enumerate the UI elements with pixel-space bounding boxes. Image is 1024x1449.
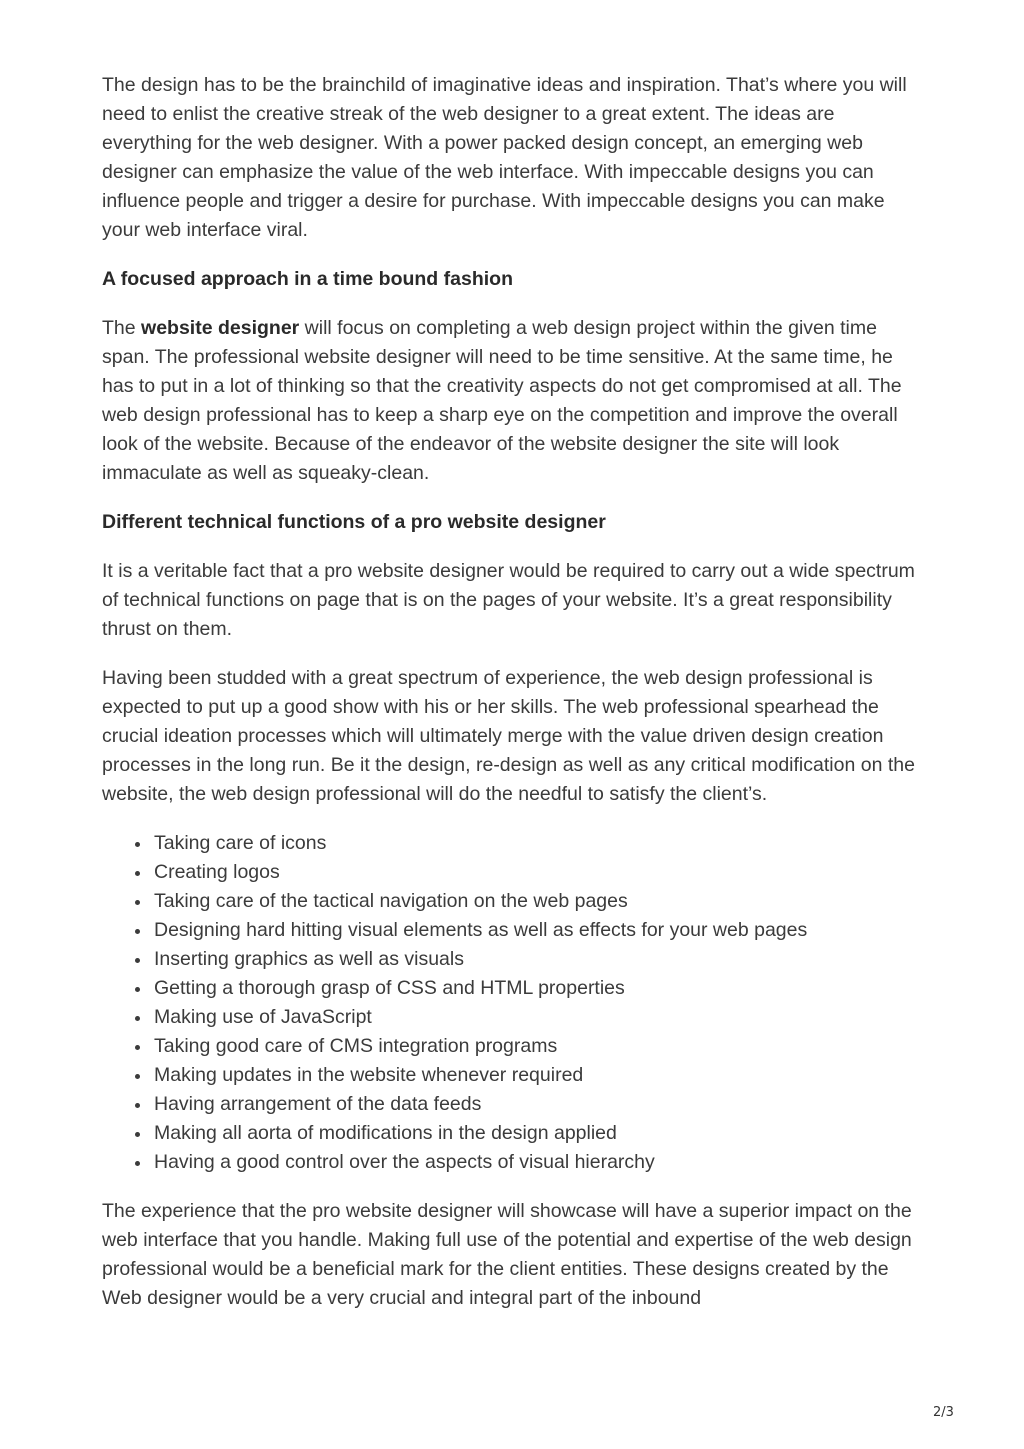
list-item: Making use of JavaScript [154,1003,924,1032]
list-item: Having arrangement of the data feeds [154,1090,924,1119]
list-item: Taking care of icons [154,829,924,858]
list-item: Getting a thorough grasp of CSS and HTML properties [154,974,924,1003]
document-body [102,71,924,1333]
list-item: Inserting graphics as well as visuals [154,945,924,974]
technical-functions-paragraph: It is a veritable fact that a pro website designer would be required to carry out a wide spectrum of technical functions on page that is on the pages of your website. It’s a great responsibility thrust on them. [102,560,915,640]
section-heading-technical-functions: Different technical functions of a pro website designer [102,511,606,533]
list-item: Taking care of the tactical navigation on the web pages [154,887,924,916]
list-item: Creating logos [154,858,924,887]
focused-approach-paragraph [102,314,924,488]
functions-bullet-list [102,829,924,1177]
closing-paragraph: The experience that the pro website designer will showcase will have a superior impact on the web interface that you handle. Making full use of the potential and expertise of the web design professional would be a beneficial mark for the client entities. These designs created by the Web designer would be a very crucial and integral part of the inbound [102,1200,912,1309]
list-item: Making all aorta of modifications in the design applied [154,1119,924,1148]
page-number: 2/3 [933,1405,954,1420]
list-item: Making updates in the website whenever required [154,1061,924,1090]
intro-paragraph: The design has to be the brainchild of imaginative ideas and inspiration. That’s where you will need to enlist the creative streak of the web designer to a great extent. The ideas are everything for the web designer. With a power packed design concept, an emerging web designer can emphasize the value of the web interface. With impeccable designs you can influence people and trigger a desire for purchase. With impeccable designs you can make your web interface viral. [102,74,907,241]
paragraph-text-rest: will focus on completing a web design project within the given time span. The professional website designer will need to be time sensitive. At the same time, he has to put in a lot of thinking so that the creativity aspects do not get compromised at all. The web design professional has to keep a sharp eye on the competition and improve the overall look of the website. Because of the endeavor of the website designer the site will look immaculate as well as squeaky-clean. [102,317,902,484]
list-item: Having a good control over the aspects of visual hierarchy [154,1148,924,1177]
section-heading-focused-approach: A focused approach in a time bound fashion [102,268,513,290]
list-item: Designing hard hitting visual elements as well as effects for your web pages [154,916,924,945]
list-item: Taking good care of CMS integration programs [154,1032,924,1061]
paragraph-text-start: The [102,317,142,339]
experience-paragraph: Having been studded with a great spectrum of experience, the web design professional is expected to put up a good show with his or her skills. The web professional spearhead the crucial ideation processes which will ultimately merge with the value driven design creation processes in the long run. Be it the design, re-design as well as any critical modification on the website, the web design professional will do the needful to satisfy the client’s. [102,667,915,805]
bold-term-website-designer: website designer [141,317,300,339]
